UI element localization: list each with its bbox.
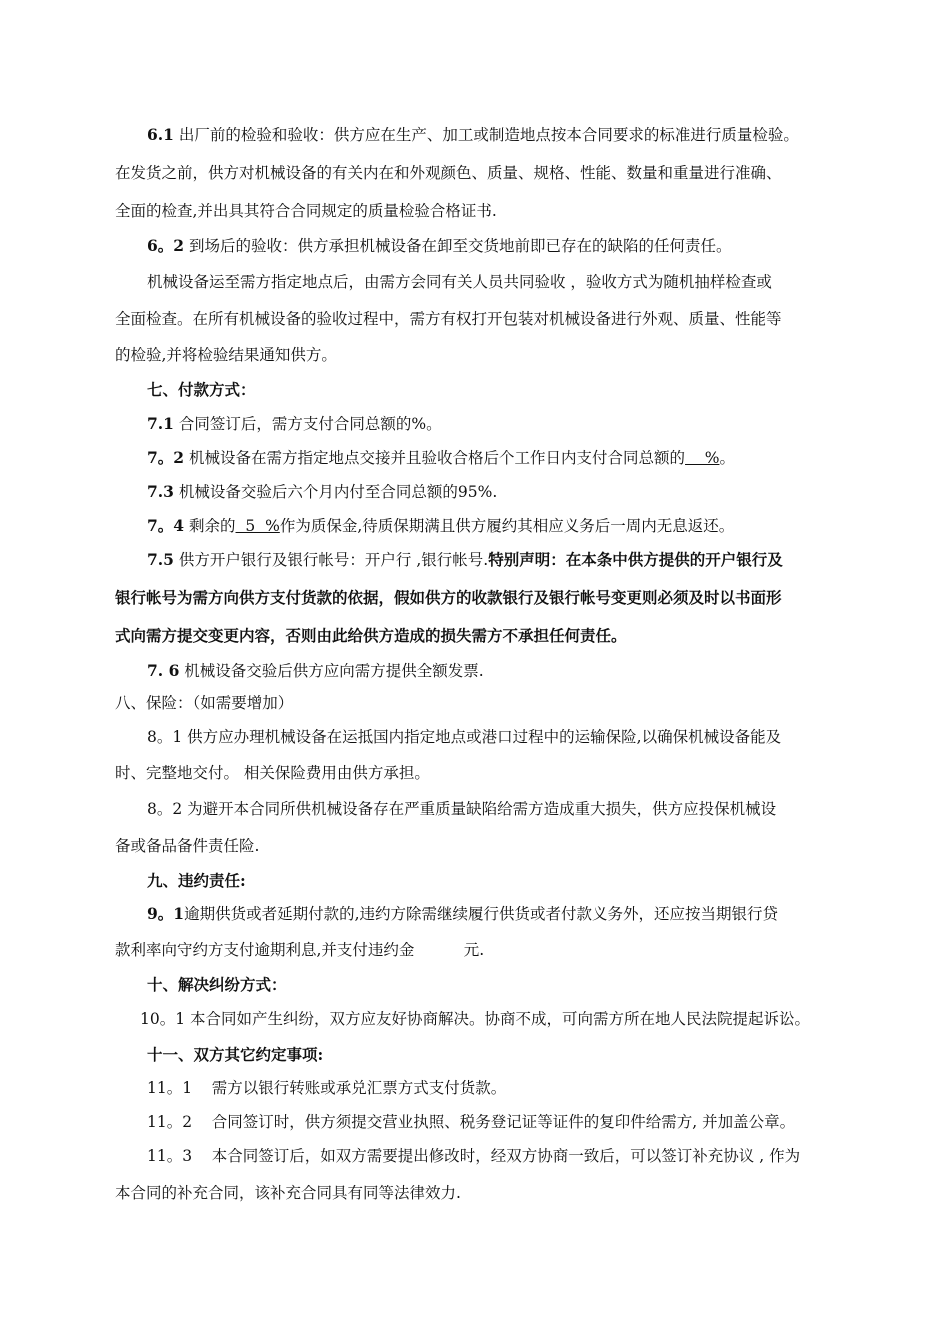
clause-8-1-line-1: 8。1 供方应办理机械设备在运抵国内指定地点或港口过程中的运输保险,以确保机械设备能及: [147, 728, 782, 746]
clause-number: 6.1: [147, 125, 174, 144]
section-11-heading: 十一、双方其它约定事项:: [147, 1045, 324, 1064]
clause-text: 出厂前的检验和验收：供方应在生产、加工或制造地点按本合同要求的标准进行质量检验。: [173, 126, 799, 144]
section-7-heading: 七、付款方式：: [147, 380, 256, 399]
clause-number: 7.5: [147, 550, 174, 569]
clause-text-end: 作为质保金,待质保期满且供方履约其相应义务后一周内无息返还。: [279, 517, 735, 535]
clause-number: 7.1: [147, 414, 174, 433]
clause-number: 7。4: [147, 516, 185, 535]
clause-7-4: [147, 511, 938, 541]
percent-blank: 5 %: [235, 517, 280, 535]
clause-number: 7。2: [147, 448, 185, 467]
clause-11-3-line-1: 11。3 本合同签订后，如双方需要提出修改时，经双方协商一致后，可以签订补充协议 , 作为: [147, 1147, 801, 1165]
clause-11-1: 11。1 需方以银行转账或承兑汇票方式支付货款。: [147, 1079, 507, 1097]
clause-10-1: 10。1 本合同如产生纠纷，双方应友好协商解决。协商不成，可向需方所在地人民法院提起诉讼。: [140, 1010, 811, 1028]
clause-text-end: 。: [719, 449, 735, 467]
clause-7-3: [147, 477, 938, 507]
clause-7-5-line-3: 式向需方提交变更内容，否则由此给供方造成的损失需方不承担任何责任。: [115, 626, 627, 645]
clause-number: 9。1: [147, 904, 185, 923]
section-8-heading: 八、保险：（如需要增加）: [115, 694, 294, 712]
clause-text: 全面检查。在所有机械设备的验收过程中，需方有权打开包装对机械设备进行外观、质量、性能等: [115, 310, 782, 328]
clause-9-1-line-1: [147, 899, 938, 929]
clause-number: 6。2: [147, 236, 185, 255]
clause-8-2-line-1: 8。2 为避开本合同所供机械设备存在严重质量缺陷给需方造成重大损失，供方应投保机械设: [147, 800, 777, 818]
section-10-heading: 十、解决纠纷方式：: [147, 975, 287, 994]
special-statement: 特别声明：在本条中供方提供的开户银行及: [488, 550, 783, 569]
clause-text: 全面的检查,并出具其符合合同规定的质量检验合格证书.: [115, 202, 497, 220]
clause-7-2: [147, 443, 938, 473]
clause-text: 剩余的: [184, 517, 236, 535]
clause-text: 机械设备在需方指定地点交接并且验收合格后个工作日内支付合同总额的: [184, 449, 686, 467]
clause-6-1-line-2: [115, 158, 938, 188]
clause-text: 合同签订后，需方支付合同总额的%。: [173, 415, 442, 433]
clause-text: 在发货之前，供方对机械设备的有关内在和外观颜色、质量、规格、性能、数量和重量进行准确、: [115, 164, 782, 182]
clause-7-6: [147, 656, 938, 686]
clause-text: 的检验,并将检验结果通知供方。: [115, 346, 337, 364]
percent-blank: %: [685, 449, 720, 467]
clause-text: 机械设备交验后供方应向需方提供全额发票.: [179, 662, 484, 680]
clause-9-1-line-2: 款利率向守约方支付逾期利息,并支付违约金 元.: [115, 941, 485, 959]
clause-text: 机械设备运至需方指定地点后，由需方会同有关人员共同验收 ，验收方式为随机抽样检查或: [147, 273, 772, 291]
clause-11-3-line-2: 本合同的补充合同，该补充合同具有同等法律效力.: [115, 1184, 461, 1202]
clause-8-1-line-2: 时、完整地交付。 相关保险费用由供方承担。: [115, 764, 430, 782]
clause-text: 供方开户银行及银行帐号：开户行 ,银行帐号.: [173, 551, 489, 569]
clause-text: 逾期供货或者延期付款的,违约方除需继续履行供货或者付款义务外，还应按当期银行贷: [184, 905, 779, 923]
clause-number: 7. 6: [147, 661, 180, 680]
clause-text: 机械设备交验后六个月内付至合同总额的95%.: [173, 483, 498, 501]
clause-number: 7.3: [147, 482, 174, 501]
section-9-heading: 九、违约责任:: [147, 871, 246, 890]
clause-6-2-para-line-1: [147, 267, 938, 297]
clause-7-1: [147, 409, 938, 439]
clause-7-5-line-1: [147, 545, 938, 575]
clause-text: 到场后的验收：供方承担机械设备在卸至交货地前即已存在的缺陷的任何责任。: [184, 237, 732, 255]
clause-6-1-line-3: [115, 196, 938, 226]
clause-6-2-para-line-3: [115, 340, 938, 370]
clause-6-2-para-line-2: [115, 304, 938, 334]
clause-8-2-line-2: 备或备品备件责任险.: [115, 837, 260, 855]
clause-7-5-line-2: 银行帐号为需方向供方支付货款的依据，假如供方的收款银行及银行帐号变更则必须及时以书面形: [115, 588, 782, 607]
clause-6-2: [147, 231, 938, 261]
clause-6-1-line-1: [147, 120, 938, 150]
clause-11-2: 11。2 合同签订时，供方须提交营业执照、税务登记证等证件的复印件给需方, 并加盖公章。: [147, 1113, 796, 1131]
